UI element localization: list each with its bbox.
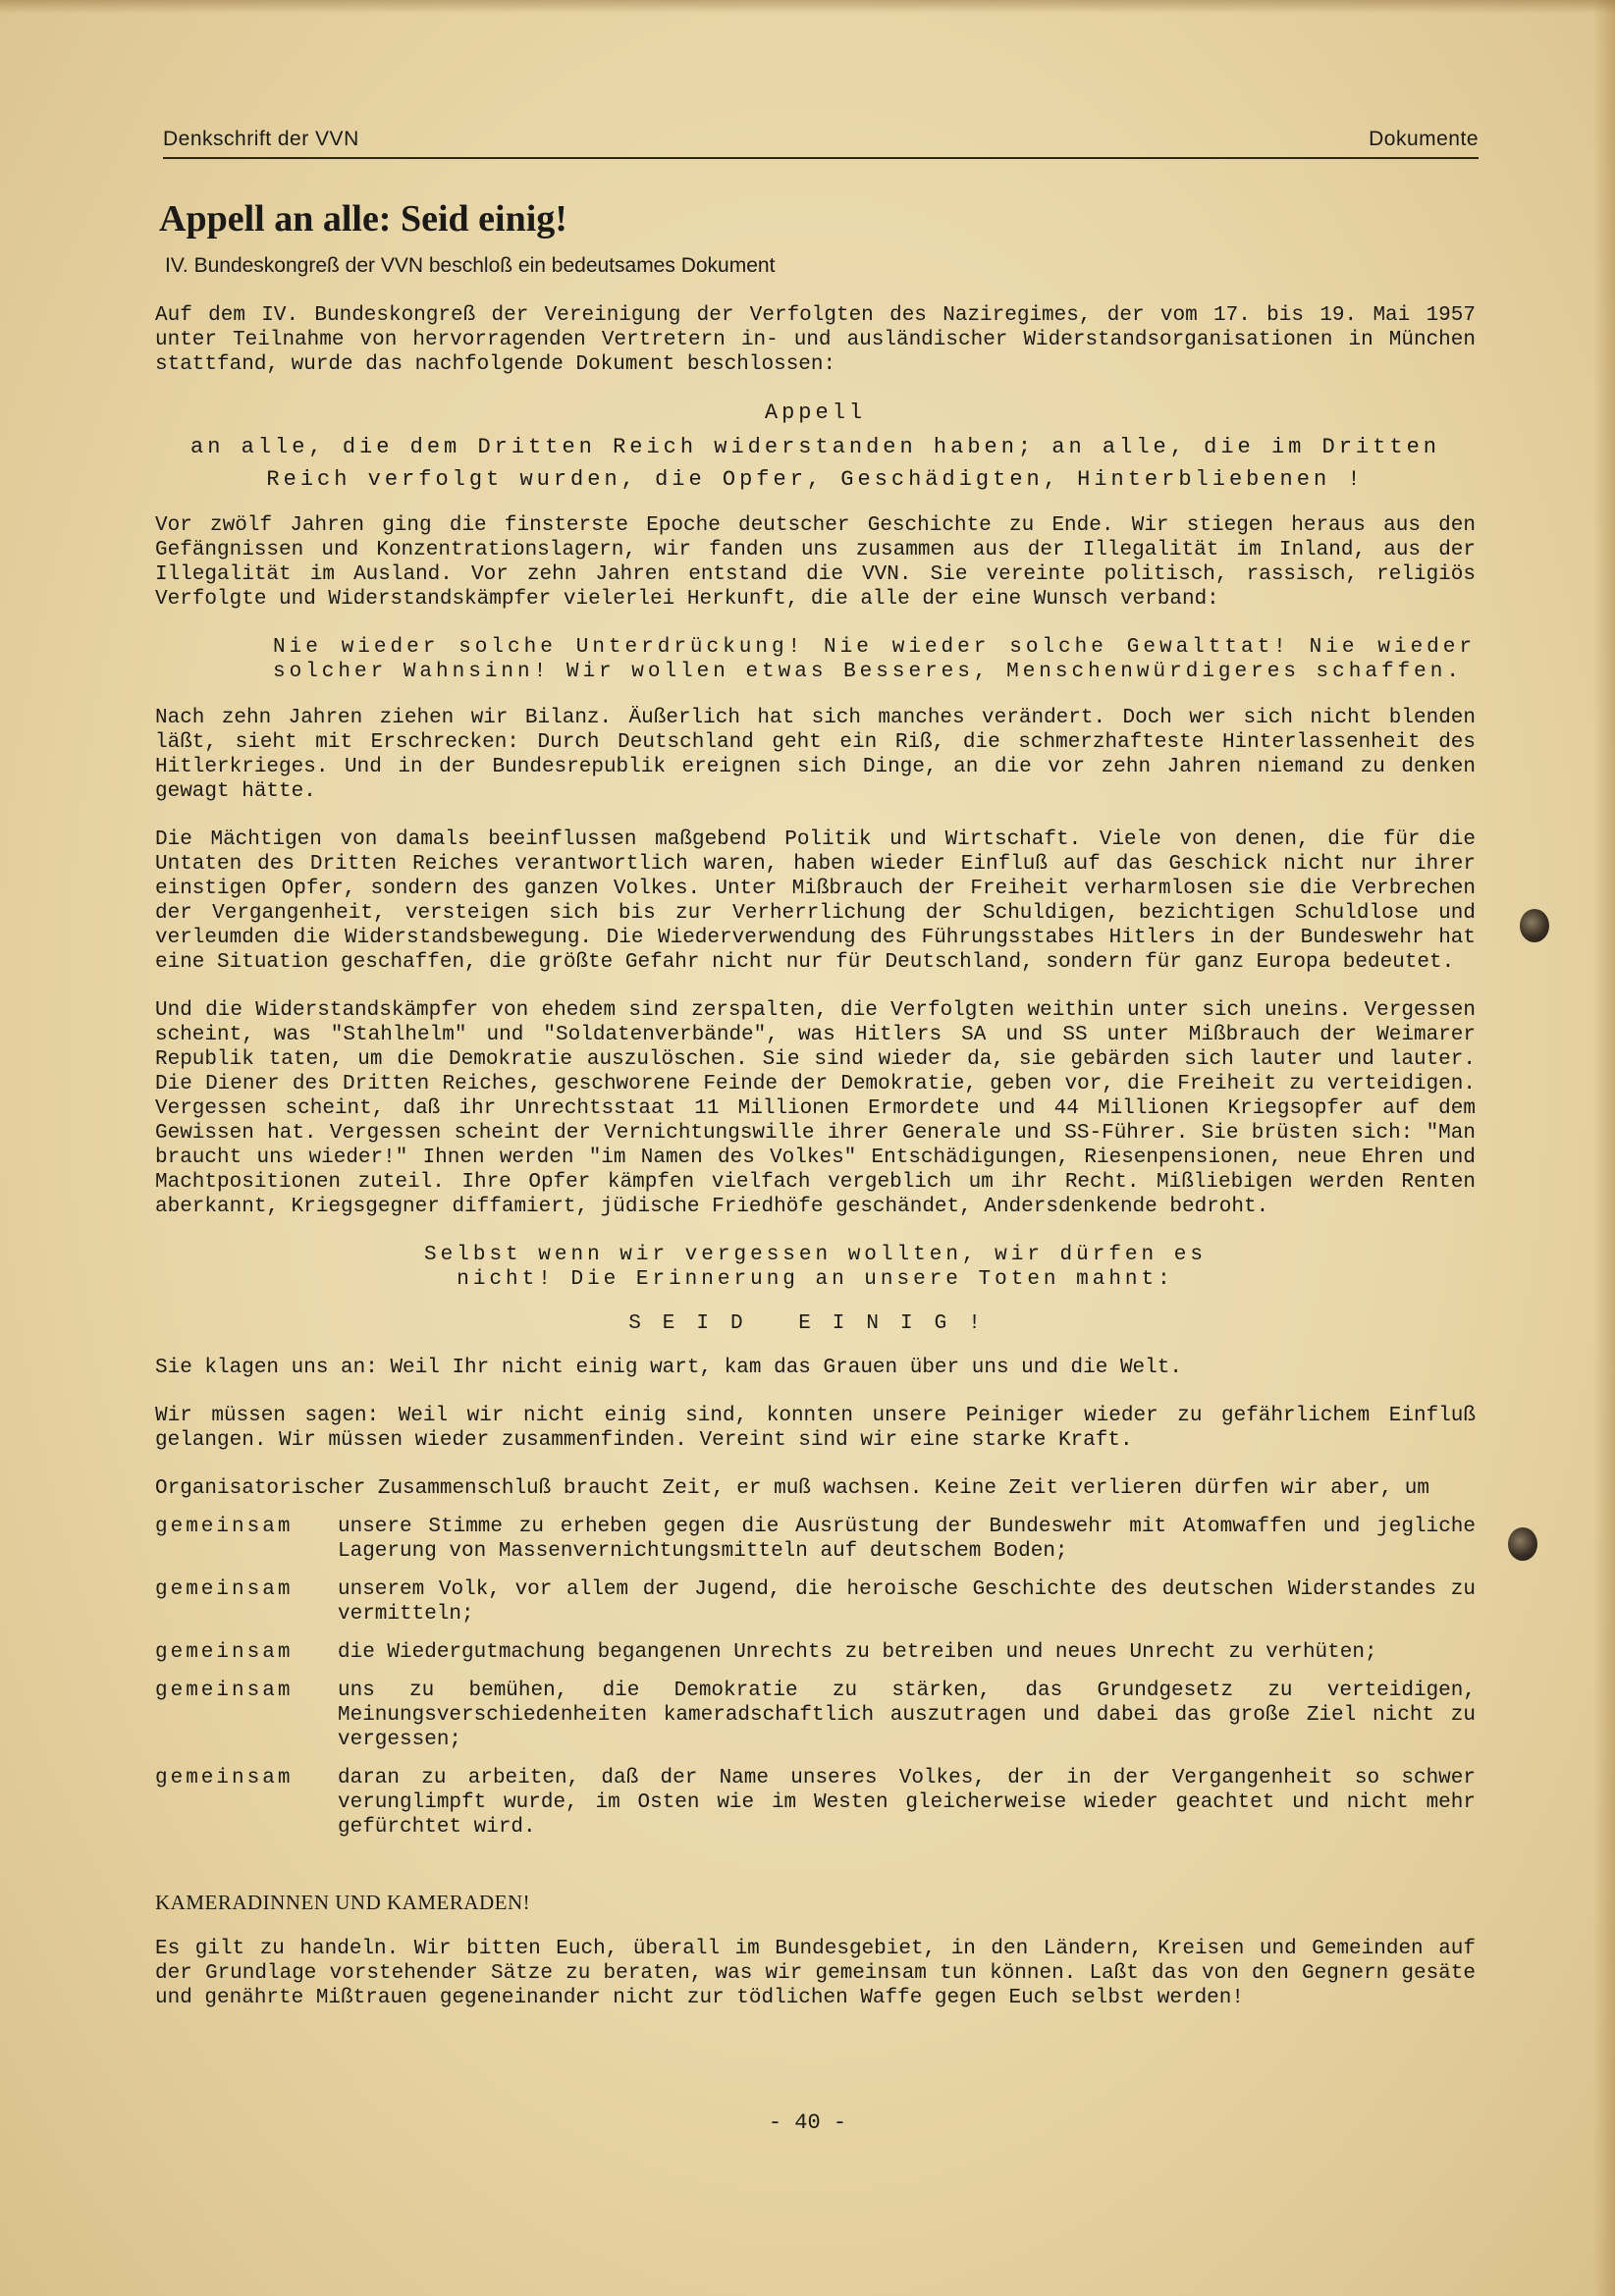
paragraph-2: Nach zehn Jahren ziehen wir Bilanz. Äußerlich hat sich manches verändert. Doch wer sich nicht blenden läßt, sieht mit Erschrecken: Durch Deutschland geht ein Riß, die schmerzhafteste Hinterlassenheit des Hitlerkrieges. Und in der Bundesrepublik ereignen sich Dinge, an die vor zehn Jahren niemand zu denken gewagt hätte. <box>155 707 1476 803</box>
seid-einig-heading: SEID EINIG! <box>628 1312 1002 1335</box>
closing-paragraph: Es gilt zu handeln. Wir bitten Euch, überall im Bundesgebiet, in den Ländern, Kreisen und Gemeinden auf der Grundlage vorstehender Sätze zu beraten, was wir gemeinsam tun können. Laßt das von den Gegnern gesäte und genährte Mißtrauen gegeneinander nicht zur tödlichen Waffe gegen Euch selbst werden! <box>155 1938 1476 2009</box>
list-item-text: unsere Stimme zu erheben gegen die Ausrüstung der Bundeswehr mit Atomwaffen und jegliche Lagerung von Massenvernichtungsmitteln auf deutschem Boden; <box>338 1516 1476 1563</box>
binding-hole-icon <box>1520 909 1549 942</box>
paragraph-5: Sie klagen uns an: Weil Ihr nicht einig wart, kam das Grauen über uns und die Welt. <box>155 1357 1182 1379</box>
page-edge-shadow-top <box>0 0 1615 14</box>
list-item-key: gemeinsam <box>155 1516 294 1538</box>
centered-statement: Selbst wenn wir vergessen wollten, wir dürfen es nicht! Die Erinnerung an unsere Toten mahnt: <box>424 1244 1207 1291</box>
page-number: - 40 - <box>768 2110 847 2135</box>
paragraph-6: Wir müssen sagen: Weil wir nicht einig sind, konnten unsere Peiniger wieder zu gefährlichem Einfluß gelangen. Wir müssen wieder zusammenfinden. Vereint sind wir eine starke Kraft. <box>155 1405 1476 1452</box>
gemeinsam-list <box>155 1515 1476 1840</box>
header-left: Denkschrift der VVN <box>163 128 359 150</box>
list-item-text: die Wiedergutmachung begangenen Unrechts zu betreiben und neues Unrecht zu verhüten; <box>338 1641 1377 1664</box>
appell-line-1: an alle, die dem Dritten Reich widerstanden haben; an alle, die im Dritten <box>190 435 1440 459</box>
quote-block: Nie wieder solche Unterdrückung! Nie wieder solche Gewalttat! Nie wieder solcher Wahnsinn! Wir wollen etwas Besseres, Menschenwürdigeres schaffen. <box>273 636 1476 683</box>
article-subtitle: IV. Bundeskongreß der VVN beschloß ein bedeutsames Dokument <box>165 254 776 277</box>
list-item-key: gemeinsam <box>155 1578 294 1601</box>
list-item-text: uns zu bemühen, die Demokratie zu stärken, das Grundgesetz zu verteidigen, Meinungsverschiedenheiten kameradschaftlich auszutragen und dabei das große Ziel nicht zu vergessen; <box>338 1680 1476 1751</box>
paragraph-1: Vor zwölf Jahren ging die finsterste Epoche deutscher Geschichte zu Ende. Wir stiegen heraus aus den Gefängnissen und Konzentrationslagern, wir fanden uns zusammen aus der Illegalität im Inland, aus der Illegalität im Ausland. Vor zehn Jahren entstand die VVN. Sie vereinte politisch, rassisch, religiös Verfolgte und Widerstandskämpfer vielerlei Herkunft, die alle der eine Wunsch verband: <box>155 514 1476 611</box>
article-body <box>155 196 1476 2034</box>
list-item <box>155 1577 1476 1627</box>
list-item <box>155 1515 1476 1564</box>
appell-heading: Appell <box>764 400 867 425</box>
kameraden-heading: KAMERADINNEN UND KAMERADEN! <box>155 1891 531 1914</box>
page-header <box>163 128 1479 159</box>
intro-paragraph: Auf dem IV. Bundeskongreß der Vereinigung der Verfolgten des Naziregimes, der vom 17. bis 19. Mai 1957 unter Teilnahme von hervorragenden Vertretern in- und ausländischer Widerstandsorganisationen in München stattfand, wurde das nachfolgende Dokument beschlossen: <box>155 304 1476 376</box>
paragraph-7: Organisatorischer Zusammenschluß braucht Zeit, er muß wachsen. Keine Zeit verlieren dürfen wir aber, um <box>155 1477 1430 1500</box>
article-title: Appell an alle: Seid einig! <box>159 198 567 240</box>
list-item-key: gemeinsam <box>155 1641 294 1664</box>
page-edge-shadow-right <box>1593 0 1615 2296</box>
paragraph-4: Und die Widerstandskämpfer von ehedem sind zerspalten, die Verfolgten weithin unter sich uneins. Vergessen scheint, was "Stahlhelm" und "Soldatenverbände", was Hitlers SA und SS unter Mißbrauch der Weimarer Republik taten, um die Demokratie auszulöschen. Sie sind wieder da, sie gebärden sich lauter und lauter. Die Diener des Dritten Reiches, geschworene Feinde der Demokratie, geben vor, die Freiheit zu verteidigen. Vergessen scheint, daß ihr Unrechtsstaat 11 Millionen Ermordete und 44 Millionen Kriegsopfer auf dem Gewissen hat. Vergessen scheint der Vernichtungswille ihrer Generale und SS-Führer. Sie brüsten sich: "Man braucht uns wieder!" Ihnen werden "im Namen des Volkes" Entschädigungen, Riesenpensionen, neue Ehren und Machtpositionen zuteil. Ihre Opfer kämpfen vielfach vergeblich um ihr Recht. Mißliebigen werden Renten aberkannt, Kriegsgegner diffamiert, jüdische Friedhöfe geschändet, Andersdenkende bedroht. <box>155 999 1476 1218</box>
list-item <box>155 1766 1476 1840</box>
paragraph-3: Die Mächtigen von damals beeinflussen maßgebend Politik und Wirtschaft. Viele von denen, die für die Untaten des Dritten Reiches verantwortlich waren, haben wieder Einfluß auf das Geschick nicht nur ihrer einstigen Opfer, sondern des ganzen Volkes. Unter Mißbrauch der Freiheit verharmlosen sie die Verbrechen der Vergangenheit, versteigen sich bis zur Verherrlichung der Schuldigen, bezichtigen Schuldlose und verleumden die Widerstandsbewegung. Die Wiederverwendung des Führungsstabes Hitlers in der Bundeswehr hat eine Situation geschaffen, die größte Gefahr nicht nur für Deutschland, sondern für ganz Europa bedeutet. <box>155 828 1476 974</box>
list-item-text: daran zu arbeiten, daß der Name unseres Volkes, der in der Vergangenheit so schwer verunglimpft wurde, im Osten wie im Westen gleicherweise wieder geachtet und nicht mehr gefürchtet wird. <box>338 1767 1476 1839</box>
appell-line-2: Reich verfolgt wurden, die Opfer, Geschädigten, Hinterbliebenen ! <box>266 467 1365 492</box>
list-item-text: unserem Volk, vor allem der Jugend, die heroische Geschichte des deutschen Widerstandes zu vermitteln; <box>338 1578 1476 1626</box>
list-item-key: gemeinsam <box>155 1680 294 1702</box>
header-right: Dokumente <box>1369 128 1479 150</box>
binding-hole-icon <box>1508 1527 1537 1561</box>
list-item <box>155 1679 1476 1752</box>
list-item-key: gemeinsam <box>155 1767 294 1789</box>
list-item <box>155 1640 1476 1665</box>
